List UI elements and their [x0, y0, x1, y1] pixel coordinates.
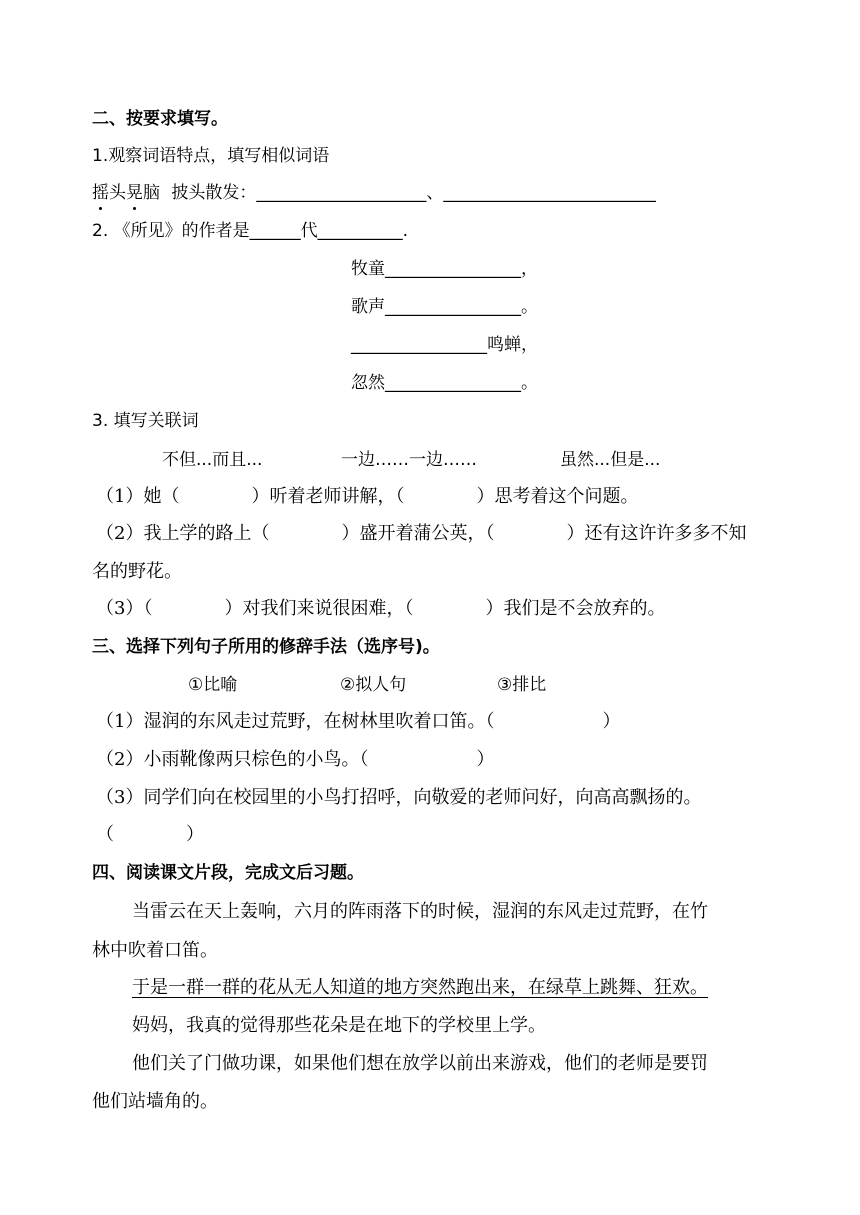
conjunction-option-2: 一边……一边……	[341, 450, 477, 470]
poem-line-1: 牧童________________，	[351, 259, 538, 279]
q3-item-3: （3）（ ）对我们来说很困难，（ ）我们是不会放弃的。	[96, 598, 666, 619]
example-word-2: 披头散发：	[171, 183, 257, 203]
conjunction-option-3: 虽然...但是...	[560, 450, 661, 470]
q1-example-line	[92, 182, 656, 204]
passage-paragraph-4: 他们关了门做功课，如果他们想在放学以前出来游戏，他们的老师是要罚	[132, 1053, 708, 1074]
q1-prompt: 1.观察词语特点，填写相似词语	[92, 146, 330, 166]
q3-prompt: 3. 填写关联词	[92, 411, 199, 431]
q3-item-1: （1）她（ ）听着老师讲解，（ ）思考着这个问题。	[96, 486, 639, 507]
passage-paragraph-1: 当雷云在天上轰响，六月的阵雨落下的时候，湿润的东风走过荒野，在竹	[132, 901, 708, 922]
poem-line-3: ________________鸣蝉，	[351, 335, 538, 355]
rhetoric-option-1: ①比喻	[188, 675, 238, 695]
q3-item-2-continued: 名的野花。	[92, 561, 182, 582]
conjunction-option-1: 不但...而且...	[162, 450, 263, 470]
example-word-1: 摇头晃脑	[92, 183, 160, 203]
passage-paragraph-1-continued: 林中吹着口笛。	[92, 940, 218, 961]
section-4-heading: 四、阅读课文片段，完成文后习题。	[92, 863, 364, 883]
q3-item-2: （2）我上学的路上（ ）盛开着蒲公英，（ ）还有这许许多多不知	[96, 523, 747, 544]
passage-paragraph-4-continued: 他们站墙角的。	[92, 1091, 218, 1112]
poem-line-2: 歌声________________。	[351, 297, 538, 317]
passage-underlined-sentence: 于是一群一群的花从无人知道的地方突然跑出来，在绿草上跳舞、狂欢。	[132, 977, 708, 998]
section-3-heading: 三、选择下列句子所用的修辞手法（选序号)。	[92, 637, 440, 657]
rhetoric-item-2: （2）小雨靴像两只棕色的小鸟。（ ）	[96, 749, 495, 770]
rhetoric-item-1: （1）湿润的东风走过荒野，在树林里吹着口笛。（ ）	[96, 711, 621, 732]
rhetoric-item-3: （3）同学们向在校园里的小鸟打招呼，向敬爱的老师问好，向高高飘扬的。	[96, 787, 702, 808]
rhetoric-option-3: ③排比	[497, 675, 547, 695]
passage-paragraph-3: 妈妈，我真的觉得那些花朵是在地下的学校里上学。	[132, 1015, 546, 1036]
poem-line-4: 忽然________________。	[351, 373, 538, 393]
section-2-heading: 二、按要求填写。	[92, 109, 228, 129]
q2-prompt: 2. 《所见》的作者是______代__________.	[92, 221, 409, 241]
rhetoric-option-2: ②拟人句	[340, 675, 407, 695]
q1-answer-blanks: ____________________、_________________________	[256, 183, 656, 203]
rhetoric-item-3-blank: （ ）	[96, 824, 204, 845]
